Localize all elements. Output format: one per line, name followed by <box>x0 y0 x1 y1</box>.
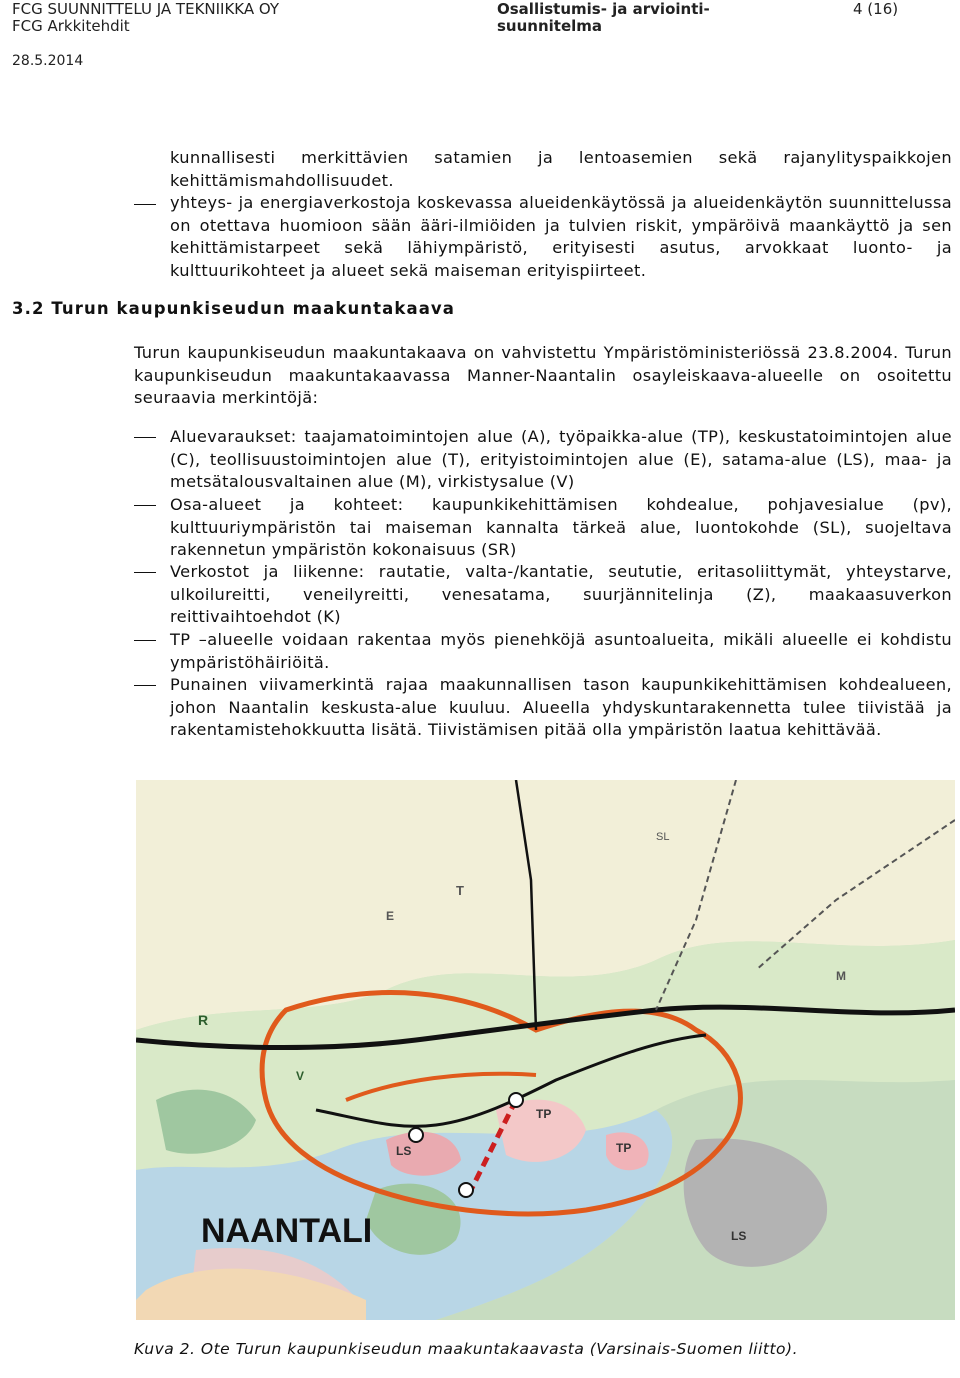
map-label: T <box>456 883 464 898</box>
map-place-label: NAANTALI <box>201 1212 373 1250</box>
page-number: 4 (16) <box>853 0 899 18</box>
regional-plan-map <box>136 780 955 1320</box>
document-title-line1: Osallistumis- ja arviointi- <box>497 0 710 18</box>
dash-bullet <box>134 437 156 438</box>
map-label: TP <box>616 1141 632 1155</box>
list-continuation-text: kunnallisesti merkittävien satamien ja lentoasemien sekä rajanylityspaikkojen kehittämismahdollisuudet. <box>170 148 952 190</box>
dash-bullet <box>134 572 156 573</box>
dash-bullet <box>134 204 156 205</box>
section-intro: Turun kaupunkiseudun maakuntakaava on vahvistettu Ympäristöministeriössä 23.8.2004. Turun kaupunkiseudun maakuntakaavassa Manner-Naantalin osayleiskaava-alueelle on osoitettu seuraavia merkintöjä: <box>134 343 952 407</box>
list-item-text: Aluevaraukset: taajamatoimintojen alue (A), työpaikka-alue (TP), keskustatoimintojen alue (C), teollisuustoimintojen alue (T), erityistoimintojen alue (E), satama-alue (LS), maa- ja metsätalousvaltainen alue (M), virkistysalue (V) <box>170 427 952 491</box>
map-label: TP <box>536 1107 552 1121</box>
map-label: V <box>296 1069 305 1083</box>
map-label: SL <box>656 831 670 843</box>
map-label: E <box>386 909 395 923</box>
map-label: R <box>198 1012 209 1028</box>
list-item-text: TP –alueelle voidaan rakentaa myös pienehköjä asuntoalueita, mikäli alueelle ei kohdistu ympäristöhäiriöitä. <box>170 630 952 672</box>
list-item-text: Osa-alueet ja kohteet: kaupunkikehittämisen kohdealue, pohjavesialue (pv), kulttuuriympäristön tai maiseman kannalta tärkeä alue, luontokohde (SL), suojeltava rakennetun ympäristön kokonaisuus (SR) <box>170 495 952 559</box>
dash-bullet <box>134 505 156 506</box>
map-label: LS <box>731 1229 747 1243</box>
list-item-text: Verkostot ja liikenne: rautatie, valta-/kantatie, seututie, eritasoliittymät, yhteystarve, ulkoilureitti, veneilyreitti, venesatama, suurjännitelinja (Z), maakaasuverkon reittivaihtoehdot (K) <box>170 562 952 626</box>
map-label: M <box>836 969 846 983</box>
section-heading: 3.2 Turun kaupunkiseudun maakuntakaava <box>12 299 456 318</box>
document-title-line2: suunnitelma <box>497 17 603 35</box>
company-subname: FCG Arkkitehdit <box>12 17 130 35</box>
list-item-text: yhteys- ja energiaverkostoja koskevassa alueidenkäytössä ja alueidenkäytön suunnittelussa on otettava huomioon sään ääri-ilmiöiden ja tulvien riskit, ympäröivä maankäyttö ja sen kehittämistarpeet sekä lähiympäristö, erityisesti asutus, arvokkaat luonto- ja kulttuurikohteet ja alueet sekä maiseman erityispiirteet. <box>170 193 952 280</box>
dash-bullet <box>134 640 156 641</box>
map-label: LS <box>396 1144 412 1158</box>
dash-bullet <box>134 685 156 686</box>
list-item-text: Punainen viivamerkintä rajaa maakunnallisen tason kaupunkikehittämisen kohdealueen, johon Naantalin keskusta-alue kuuluu. Alueella yhdyskuntarakennetta tulee tiivistää ja rakentamistehokkuutta lisätä. Tiivistämisen pitää olla ympäristön laatua kehittävää. <box>170 675 952 739</box>
figure-caption: Kuva 2. Ote Turun kaupunkiseudun maakuntakaavasta (Varsinais-Suomen liitto). <box>134 1340 799 1358</box>
company-name: FCG SUUNNITTELU JA TEKNIIKKA OY <box>12 0 280 18</box>
document-date: 28.5.2014 <box>12 53 84 69</box>
